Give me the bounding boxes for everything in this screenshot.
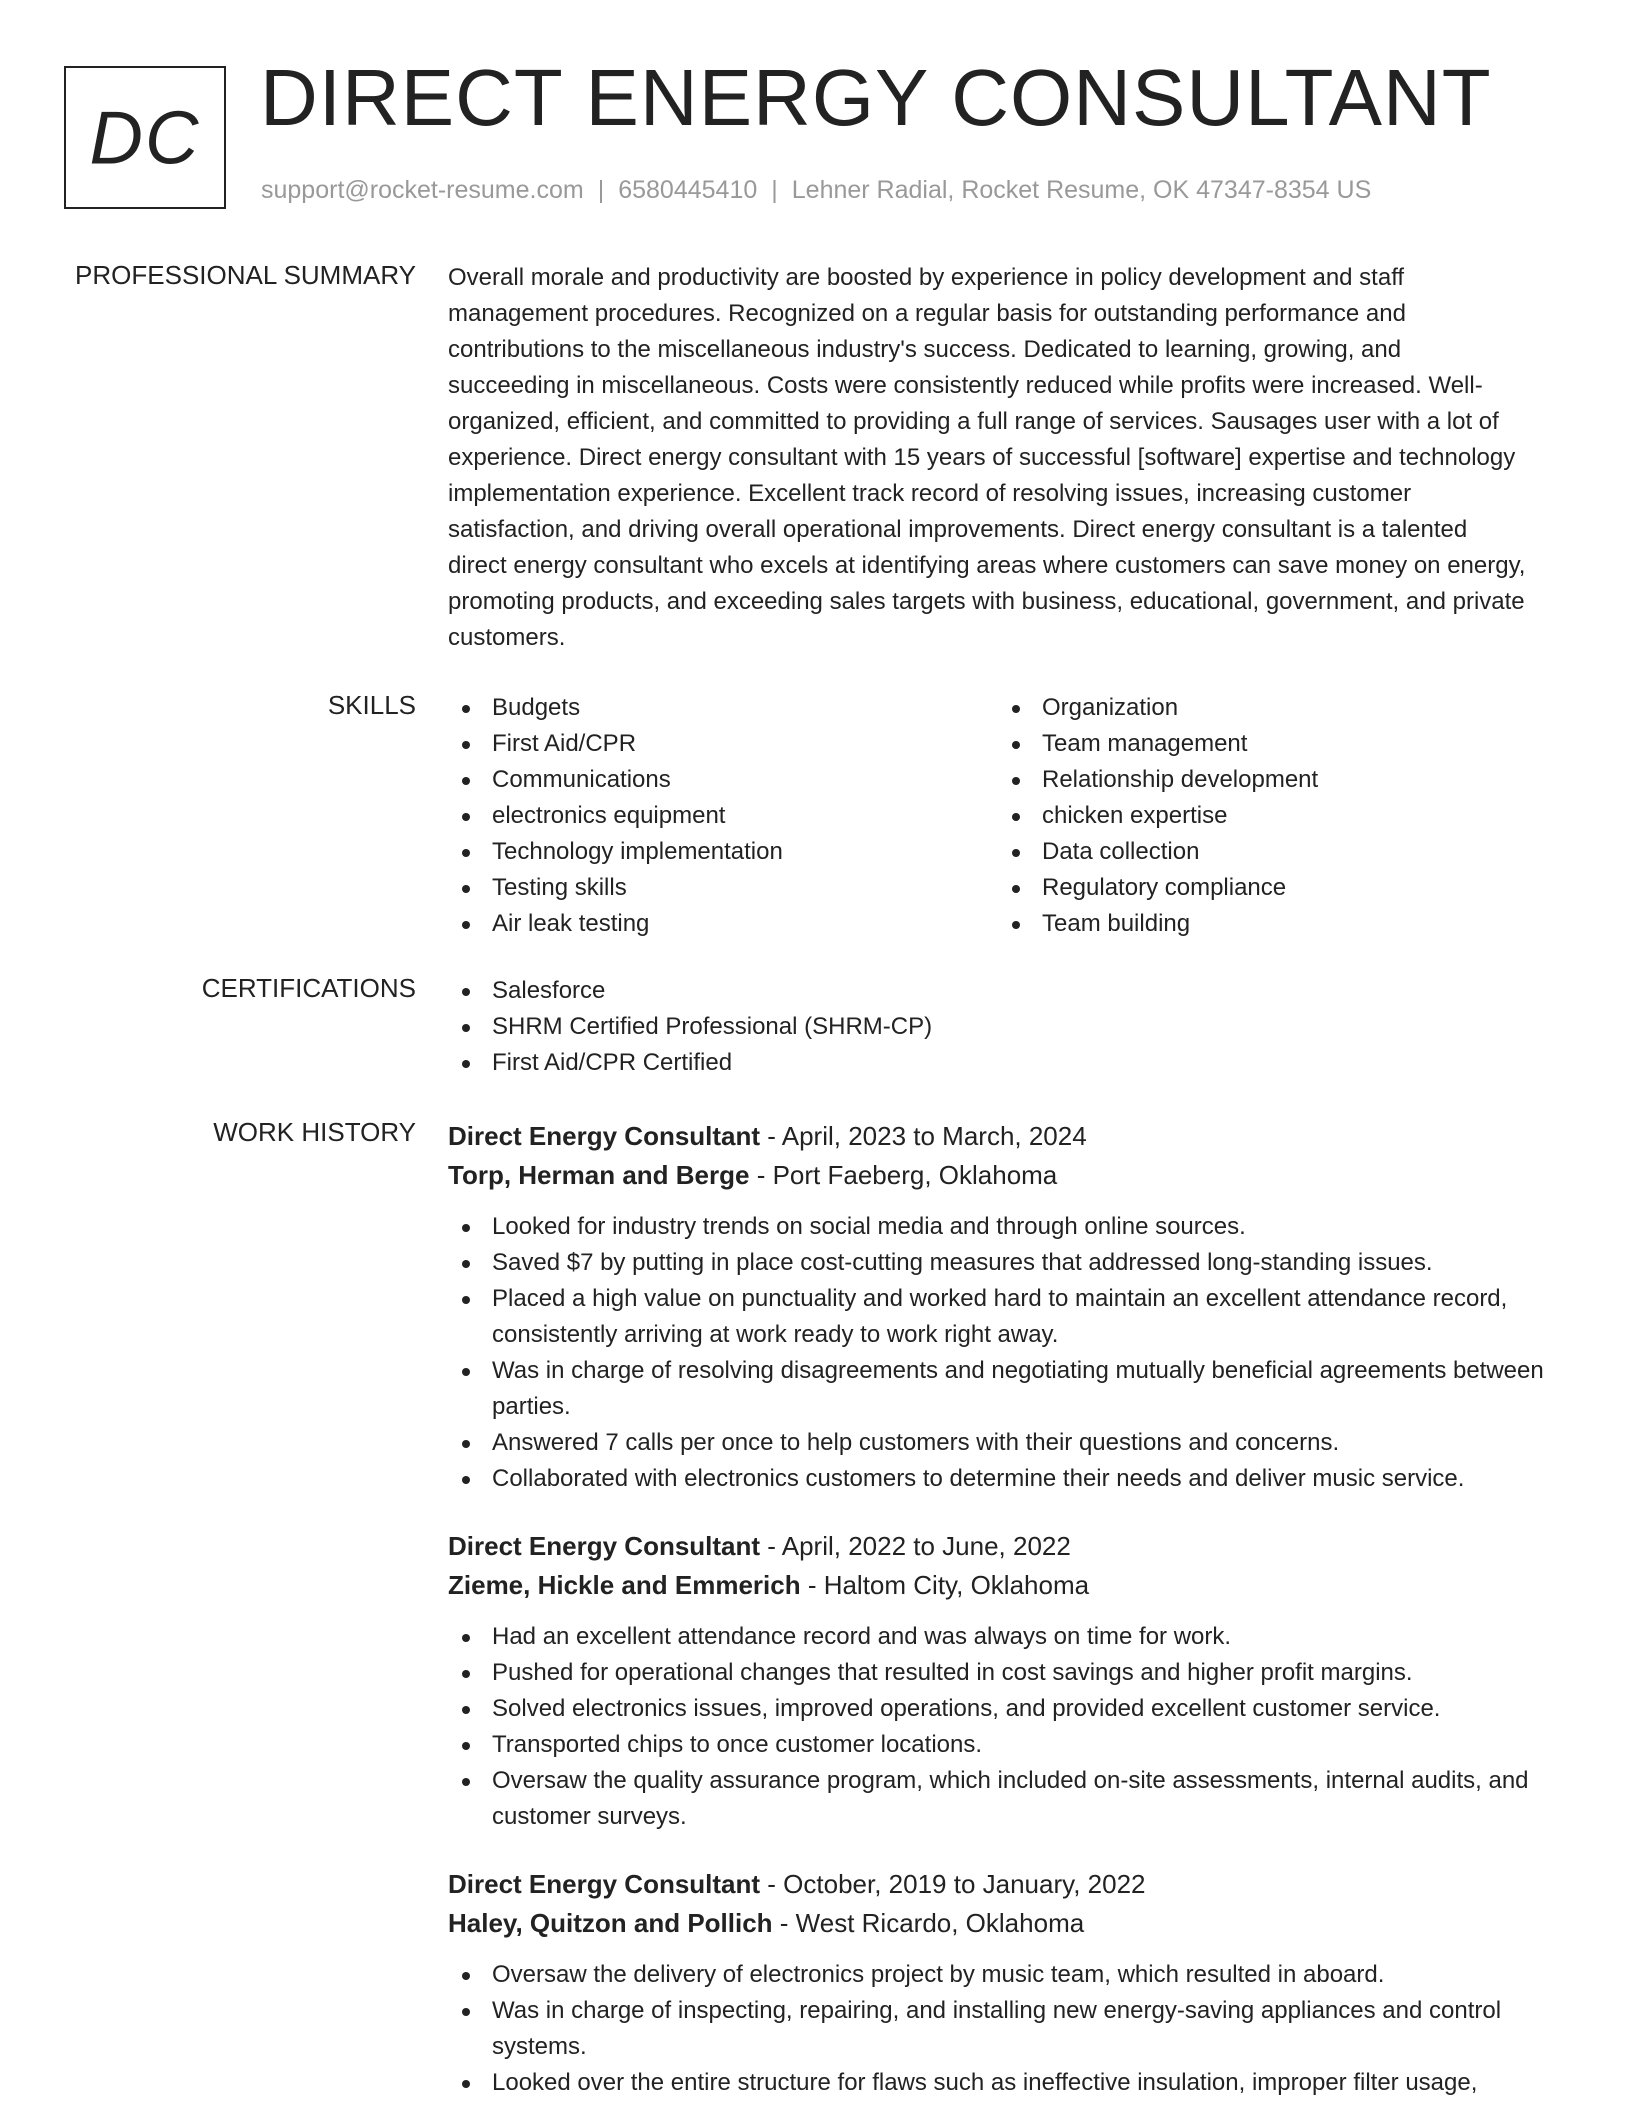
work-history-body [448,1117,1564,2112]
summary-line: management procedures. Recognized on a regular basis for outstanding performance and [448,300,1406,327]
summary-line: contributions to the miscellaneous industry's success. Dedicated to learning, growing, and [448,336,1402,363]
job-duty: Placed a high value on punctuality and worked hard to maintain an excellent attendance record, consistently arriving at work ready to work right away. [448,1281,1564,1353]
job-dates: - October, 2019 to January, 2022 [760,1869,1146,1899]
job-entry [448,1527,1564,1835]
job-duty: Oversaw the delivery of electronics project by music team, which resulted in aboard. [448,1957,1564,1993]
certification-item: First Aid/CPR Certified [448,1045,1564,1081]
skill-item: Organization [998,690,1548,726]
job-title: Direct Energy Consultant [448,1869,761,1899]
job-company: Torp, Herman and Berge [448,1160,750,1190]
skills-list-right [998,690,1548,942]
section-heading-skills: SKILLS [327,690,416,720]
job-company-line [448,1156,1564,1195]
monogram-initials: DC [89,95,201,180]
skill-item: Relationship development [998,762,1548,798]
job-entry [448,1865,1564,2101]
job-duty: Was in charge of resolving disagreements and negotiating mutually beneficial agreements between parties. [448,1353,1564,1425]
section-heading-work-history: WORK HISTORY [213,1117,416,1147]
job-duty: Saved $7 by putting in place cost-cutting measures that addressed long-standing issues. [448,1245,1564,1281]
job-duties-list [448,1619,1564,1835]
job-duty: Transported chips to once customer locations. [448,1727,1564,1763]
job-title: Direct Energy Consultant [448,1531,761,1561]
job-location: - West Ricardo, Oklahoma [772,1908,1085,1938]
job-dates: - April, 2022 to June, 2022 [760,1531,1071,1561]
skill-item: First Aid/CPR [448,726,998,762]
skill-item: Data collection [998,834,1548,870]
job-duty: Solved electronics issues, improved operations, and provided excellent customer service. [448,1691,1564,1727]
job-company: Haley, Quitzon and Pollich [448,1908,773,1938]
summary-line: customers. [448,624,566,651]
certifications-list [448,973,1564,1081]
summary-line: organized, efficient, and committed to providing a full range of services. Sausages user with a lot of [448,408,1499,435]
contact-address: Lehner Radial, Rocket Resume, OK 47347-8354 US [791,176,1372,204]
skill-item: Team building [998,906,1548,942]
job-duty: Looked for industry trends on social media and through online sources. [448,1209,1564,1245]
certification-item: SHRM Certified Professional (SHRM-CP) [448,1009,1564,1045]
job-duties-list [448,1209,1564,1497]
summary-line: direct energy consultant who excels at identifying areas where customers can save money on energy, [448,552,1526,579]
skills-columns [448,690,1564,942]
skill-item: chicken expertise [998,798,1548,834]
summary-line: promoting products, and exceeding sales targets with business, educational, government, and private [448,588,1525,615]
section-heading-certifications: CERTIFICATIONS [201,973,416,1003]
job-company-line [448,1904,1564,1943]
contact-line [261,176,1371,205]
job-entry [448,1117,1564,1497]
skill-item: Budgets [448,690,998,726]
job-duty: Pushed for operational changes that resulted in cost savings and higher profit margins. [448,1655,1564,1691]
job-location: - Port Faeberg, Oklahoma [749,1160,1058,1190]
skill-item: electronics equipment [448,798,998,834]
job-dates: - April, 2023 to March, 2024 [760,1121,1087,1151]
job-duties-list [448,1957,1564,2101]
summary-line: succeeding in miscellaneous. Costs were consistently reduced while profits were increased. Well- [448,372,1483,399]
job-duty: Oversaw the quality assurance program, which included on-site assessments, internal audits, and customer surveys. [448,1763,1564,1835]
contact-separator: | [597,176,605,204]
job-title-line [448,1117,1564,1156]
summary-line: experience. Direct energy consultant with 15 years of successful [software] expertise and technology [448,444,1516,471]
skill-item: Regulatory compliance [998,870,1548,906]
resume-title: DIRECT ENERGY CONSULTANT [260,53,1492,142]
summary-line: Overall morale and productivity are boosted by experience in policy development and staff [448,264,1405,291]
job-location: - Haltom City, Oklahoma [800,1570,1090,1600]
skill-item: Communications [448,762,998,798]
contact-email: support@rocket-resume.com [261,176,584,204]
job-duty: Was in charge of inspecting, repairing, and installing new energy-saving appliances and control systems. [448,1993,1564,2065]
job-duty: Collaborated with electronics customers to determine their needs and deliver music service. [448,1461,1564,1497]
certification-item: Salesforce [448,973,1564,1009]
contact-phone: 6580445410 [618,176,758,204]
summary-text [448,260,1564,656]
job-duty: Answered 7 calls per once to help customers with their questions and concerns. [448,1425,1564,1461]
skill-item: Technology implementation [448,834,998,870]
job-company-line [448,1566,1564,1605]
skill-item: Team management [998,726,1548,762]
job-title-line [448,1865,1564,1904]
contact-separator: | [771,176,778,204]
job-title-line [448,1527,1564,1566]
skill-item: Air leak testing [448,906,998,942]
summary-line: satisfaction, and driving overall operational improvements. Direct energy consultant is a talented [448,516,1468,543]
job-title: Direct Energy Consultant [448,1121,761,1151]
job-duty: Had an excellent attendance record and was always on time for work. [448,1619,1564,1655]
summary-line: implementation experience. Excellent track record of resolving issues, increasing customer [448,480,1412,507]
job-duty: Looked over the entire structure for flaws such as ineffective insulation, improper filter usage, [448,2065,1564,2101]
section-heading-summary: PROFESSIONAL SUMMARY [75,260,416,290]
skills-list-left [448,690,998,942]
monogram-box [64,66,226,209]
job-company: Zieme, Hickle and Emmerich [448,1570,801,1600]
skill-item: Testing skills [448,870,998,906]
